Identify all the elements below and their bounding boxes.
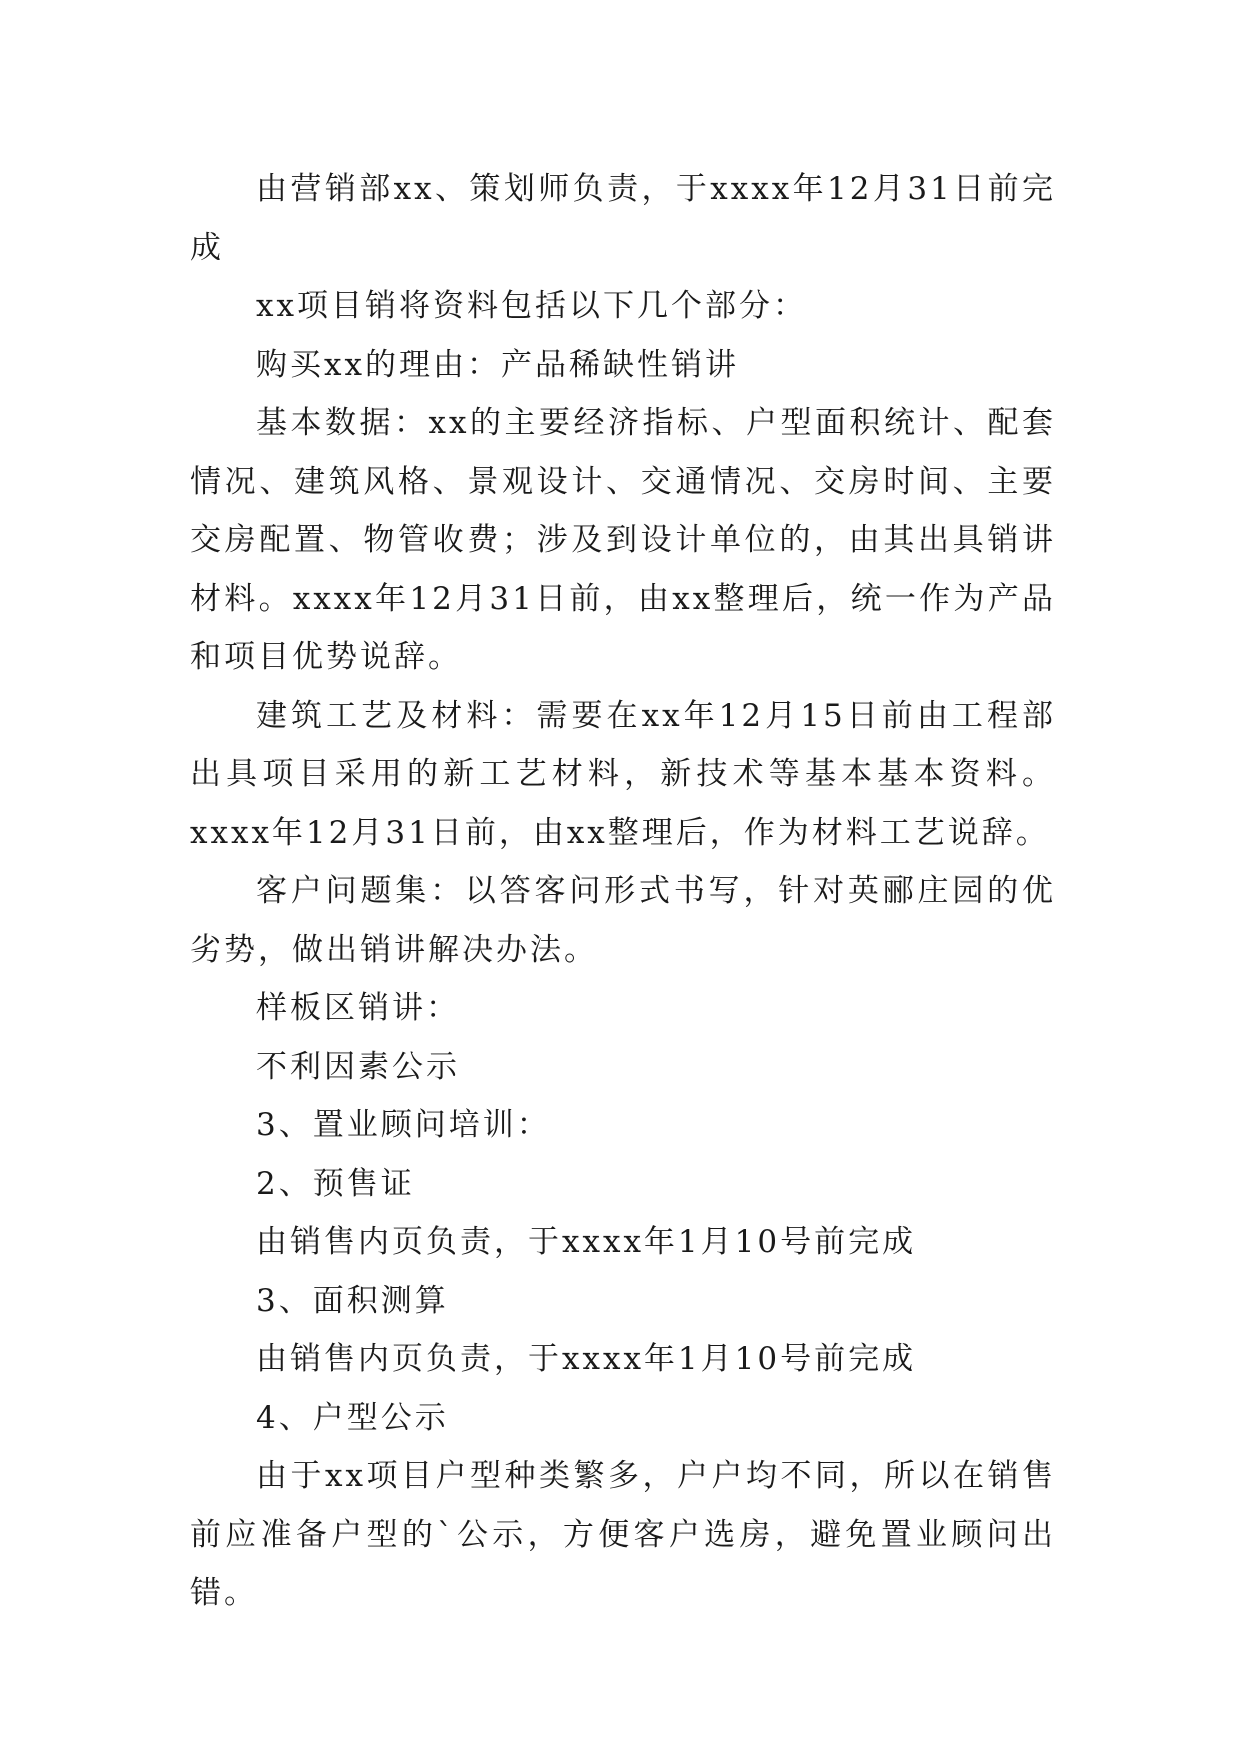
paragraph-model-area: 样板区销讲： <box>256 990 460 1026</box>
paragraph-customer-questions: 客户问题集：以答客问形式书写，针对英郦庄园的优劣势，做出销讲解决办法。 <box>190 873 1056 968</box>
paragraph-consultant-training: 3、置业顾问培训： <box>256 1107 551 1143</box>
paragraph-unit-type-detail: 由于xx项目户型种类繁多，户户均不同，所以在销售前应准备户型的`公示，方便客户选房，避免置业顾问出错。 <box>190 1458 1056 1611</box>
document-body <box>190 160 1056 1623</box>
paragraph-presale-owner: 由销售内页负责，于xxxx年1月10号前完成 <box>256 1224 917 1260</box>
paragraph-responsibility: 由营销部xx、策划师负责，于xxxx年12月31日前完成 <box>190 171 1056 266</box>
paragraph-area-measurement: 3、面积测算 <box>256 1282 449 1319</box>
paragraph-area-owner: 由销售内页负责，于xxxx年1月10号前完成 <box>256 1341 917 1377</box>
paragraph-materials-intro: xx项目销将资料包括以下几个部分： <box>256 288 807 324</box>
paragraph-building-craft: 建筑工艺及材料：需要在xx年12月15日前由工程部出具项目采用的新工艺材料，新技术等基本基本资料。xxxx年12月31日前，由xx整理后，作为材料工艺说辞。 <box>190 697 1056 851</box>
paragraph-adverse-factors: 不利因素公示 <box>256 1048 460 1085</box>
paragraph-basic-data: 基本数据：xx的主要经济指标、户型面积统计、配套情况、建筑风格、景观设计、交通情况、交房时间、主要交房配置、物管收费；涉及到设计单位的，由其出具销讲材料。xxxx年12月31日前，由xx整理后，统一作为产品和项目优势说辞。 <box>190 405 1056 675</box>
paragraph-purchase-reason: 购买xx的理由：产品稀缺性销讲 <box>256 346 739 383</box>
paragraph-unit-type-notice: 4、户型公示 <box>256 1399 449 1436</box>
paragraph-presale-permit: 2、预售证 <box>256 1165 415 1202</box>
